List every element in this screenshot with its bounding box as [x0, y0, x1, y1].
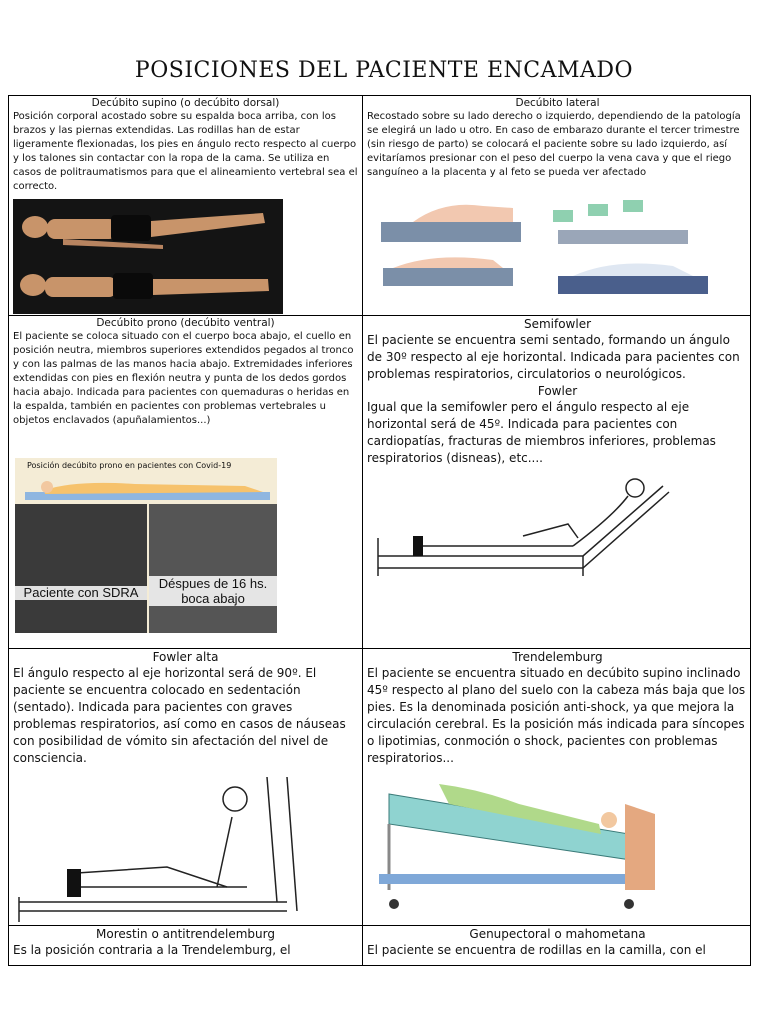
cell-heading: Fowler alta: [152, 650, 219, 664]
cell-text: El paciente se encuentra situado en decúbito supino inclinado 45º respecto al plano del suelo con la cabeza más baja que los pies. Es la denominada posición anti-shock, ya que mejora la circulación cerebral. Es la posición más indicada para síncopes o lipotimias, conmoción o shock, pacientes con problemas respiratorios...: [367, 666, 746, 765]
xray-label: Paciente con SDRA: [15, 586, 147, 600]
xray-after: [149, 504, 277, 633]
page-title: POSICIONES DEL PACIENTE ENCAMADO: [134, 58, 634, 83]
cell-text: Posición corporal acostado sobre su espalda boca arriba, con los brazos y las piernas extendidas. Las rodillas han de estar ligeramente flexionadas, los pies en ángulo recto respecto al cuerpo y los talones sin contactar con la ropa de la cama. Se utiliza en casos de politraumatismos para que el alineamiento vertebral sea el correcto.: [13, 111, 358, 192]
cell-heading: Trendelemburg: [512, 650, 603, 664]
cell-heading: Decúbito supino (o decúbito dorsal): [91, 97, 280, 109]
cell-text: Igual que la semifowler pero el ángulo respecto al eje horizontal será de 45º. Indicada para pacientes con cardiopatías, fracturas de miembros inferiores, problemas respiratorios (disneas), etc....: [367, 400, 716, 465]
cell-trendelemburg: [363, 649, 752, 925]
trendelemburg-bed-illustration: [369, 764, 659, 924]
fowler-patient-illustration: [373, 476, 673, 586]
covid-prone-figure: [15, 458, 277, 633]
cell-supino: [9, 96, 362, 315]
lateral-position-illustration: [373, 200, 713, 310]
xray-before: [15, 504, 147, 633]
cell-semifowler: [363, 316, 752, 648]
cell-genupectoral: [363, 926, 752, 967]
positions-table: [8, 95, 751, 966]
xray-label: Déspues de 16 hs. boca abajo: [149, 576, 277, 606]
cell-text: El paciente se encuentra semi sentado, formando un ángulo de 30º respecto al eje horizontal. Indicada para pacientes con problemas respiratorios, circulatorios o neurológicos.: [367, 333, 740, 381]
cell-heading: Semifowler: [523, 317, 592, 331]
cell-prono: [9, 316, 362, 648]
cell-heading: Decúbito prono (decúbito ventral): [96, 317, 275, 329]
cell-lateral: [363, 96, 752, 315]
cell-text: Recostado sobre su lado derecho o izquierdo, dependiendo de la patología se elegirá un lado u otro. En caso de embarazo durante el tercer trimestre (sin riesgo de parto) se colocará el paciente sobre su lado izquierdo, así evitaríamos presionar con el peso del cuerpo la vena cava y que el riego sanguíneo a la placenta y al feto se pueda ver afectado: [367, 111, 741, 178]
cell-text: El ángulo respecto al eje horizontal será de 90º. El paciente se encuentra colocado en sedentación (sentado). Indicada para pacientes con graves problemas respiratorios, así como en casos de náuseas con posibilidad de vómito sin afectación del nivel de consciencia.: [13, 666, 346, 765]
figure-caption: Posición decúbito prono en pacientes con Covid-19: [27, 461, 232, 470]
cell-heading: Genupectoral o mahometana: [469, 927, 646, 941]
cell-morestin: [9, 926, 362, 967]
cell-fowler-alta: [9, 649, 362, 925]
cell-text: El paciente se encuentra de rodillas en la camilla, con el: [367, 943, 706, 957]
cell-heading: Fowler: [537, 384, 578, 398]
cell-heading: Decúbito lateral: [515, 97, 600, 109]
cell-heading: Morestin o antitrendelemburg: [96, 927, 275, 941]
fowler-alta-illustration: [17, 777, 307, 922]
cell-text: El paciente se coloca situado con el cuerpo boca abajo, el cuello en posición neutra, miembros superiores extendidos pegados al tronco y con las palmas de las manos hacia abajo. Extremidades inferiores extendidas con pies en flexión neutra y punta de los dedos gordos hacia abajo. Indicada para pacientes con quemaduras o heridas en la espalda, también en pacientes con problemas vertebrales u objetos enclavados (apuñalamientos...): [13, 331, 354, 426]
supine-patients-illustration: [13, 199, 283, 314]
cell-text: Es la posición contraria a la Trendelemburg, el: [13, 943, 291, 957]
